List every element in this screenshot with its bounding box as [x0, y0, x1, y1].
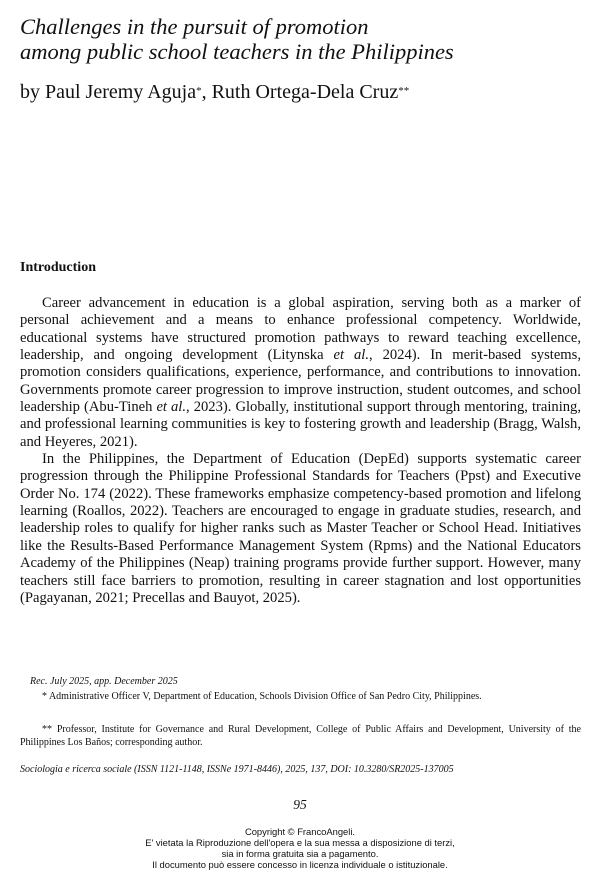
author-2-mark: **	[398, 85, 410, 97]
copyright-line-3: sia in forma gratuita sia a pagamento.	[221, 848, 379, 859]
paragraph-2: In the Philippines, the Department of Education (DepEd) supports systematic career progression through the Philippine Professional Standards for Teachers (Ppst) and Executive Order No. 174 (2022). These frameworks emphasize competency-based promotion and lifelong learning (Roallos, 2022). Teachers are encouraged to engage in graduate studies, research, and leadership roles to qualify for higher ranks such as Master Teacher or School Head. Initiatives like the Results-Based Performance Management System (Rpms) and the National Educators Academy of the Philippines (Neap) training programs provide further support. However, many teachers still face barriers to promotion, resulting in career stagnation and lost opportunities (Pagayanan, 2021; Precellas and Bauyot, 2025).	[20, 451, 581, 606]
article-title	[20, 14, 580, 64]
paragraph-1-etal-1: et al.	[333, 347, 369, 364]
copyright-line-1: Copyright © FrancoAngeli.	[244, 826, 356, 837]
copyright-line-2: E' vietata la Riproduzione dell'opera e la sua messa a disposizione di terzi,	[145, 837, 455, 848]
author-prefix: by	[20, 81, 45, 103]
paragraph-1-etal-2: et al.	[156, 399, 187, 416]
author-line	[20, 80, 409, 104]
copyright-notice	[0, 826, 600, 870]
author-1: Paul Jeremy Aguja	[45, 81, 197, 103]
paragraph-1-part-3: , 2023). Globally, institutional support through mentoring, training, and professional learning communities is key to fostering growth and leadership (Bragg, Walsh, and Heyeres, 2021).	[20, 399, 581, 450]
body-text	[20, 295, 581, 607]
paragraph-1-part-2: , 2024). In merit-based systems, promotion considers qualifications, experience, performance, and contributions to innovation. Governments promote career progression to improve instruction, student outcomes, and school leadership (Abu-Tineh	[20, 347, 581, 416]
author-1-mark: *	[196, 85, 202, 97]
author-2: Ruth Ortega-Dela Cruz	[211, 81, 399, 103]
journal-citation: Sociologia e ricerca sociale (ISSN 1121-1148, ISSNe 1971-8446), 2025, 137, DOI: 10.3280/SR2025-137005	[20, 764, 454, 775]
paragraph-1	[20, 295, 581, 451]
title-line-2: among public school teachers in the Philippines	[20, 39, 454, 64]
footnote-2: ** Professor, Institute for Governance and Rural Development, College of Public Affairs and Development, University of the Philippines Los Baños; corresponding author.	[20, 724, 581, 748]
author-separator: ,	[201, 81, 212, 103]
paragraph-1-part-1: Career advancement in education is a global aspiration, serving both as a marker of personal achievement and a means to enhance professional competency. Worldwide, educational systems have structured promotion pathways to reward teaching excellence, leadership, and ongoing development (Litynska	[20, 295, 581, 364]
page-number: 95	[293, 797, 307, 812]
title-line-1: Challenges in the pursuit of promotion	[20, 14, 369, 39]
footnote-1: * Administrative Officer V, Department of Education, Schools Division Office of San Pedro City, Philippines.	[42, 691, 482, 702]
copyright-line-4: Il documento può essere concesso in licenza individuale o istituzionale.	[152, 859, 448, 870]
section-heading: Introduction	[20, 260, 96, 275]
received-dates: Rec. July 2025, app. December 2025	[30, 676, 178, 687]
